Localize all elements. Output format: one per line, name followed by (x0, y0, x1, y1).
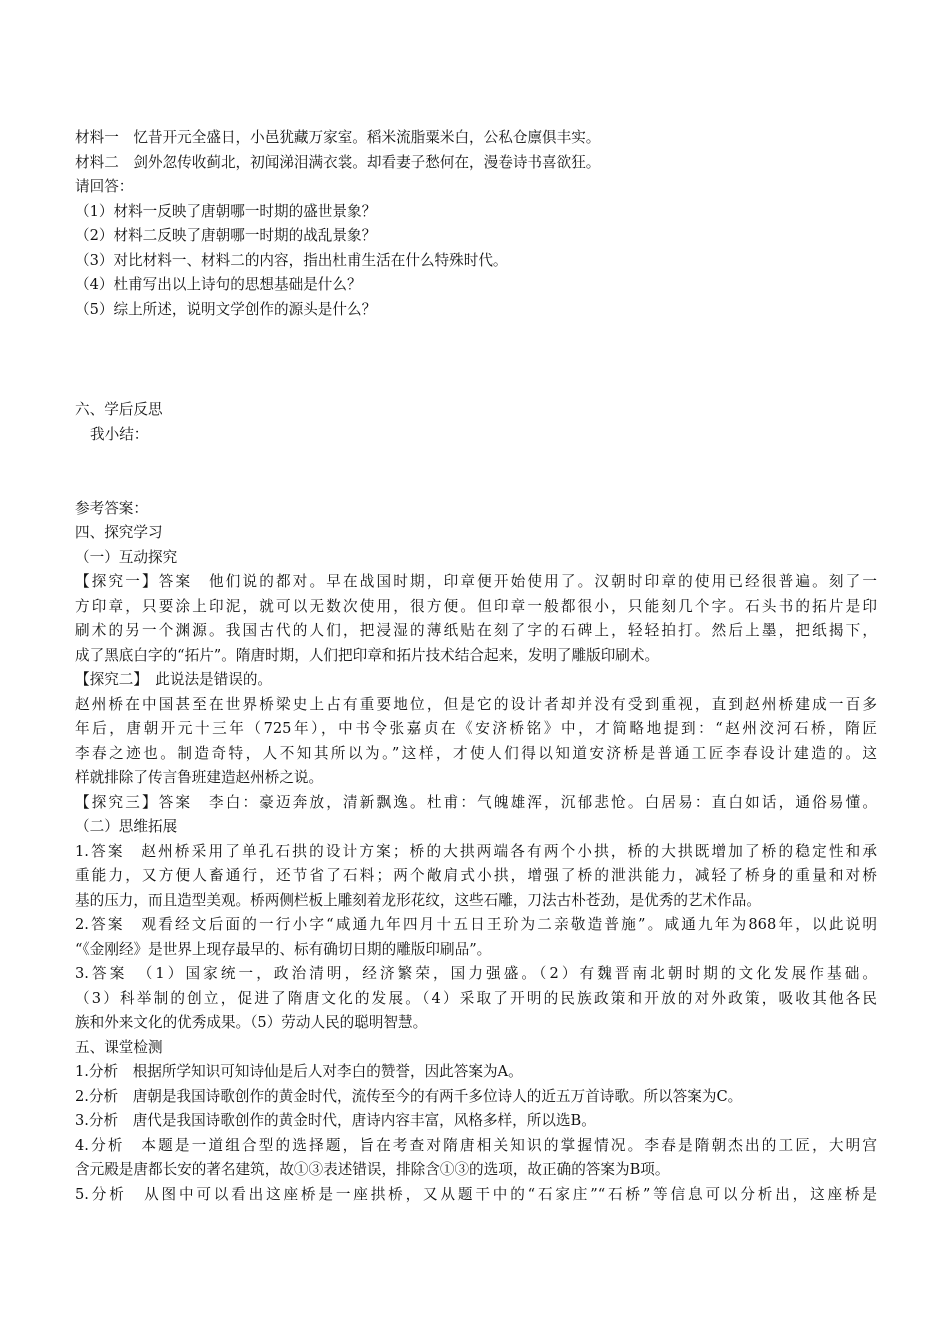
reflection-summary: 我小结： (90, 426, 149, 443)
answer-prompt: 请回答： (75, 178, 134, 195)
think-1-line: 1.答案 赵州桥采用了单孔石拱的设计方案；桥的大拱两端各有两个小拱，桥的大拱既增加了桥的稳定性和承 (75, 843, 877, 860)
check-item-5: 5.分析 从图中可以看出这座桥是一座拱桥，又从题干中的“石家庄”“石桥”等信息可以分析出，这座桥是 (75, 1186, 877, 1203)
check-item-4-line: 含元殿是唐都长安的著名建筑，故①③表述错误，排除含①③的选项，故正确的答案为B项。 (75, 1161, 670, 1178)
explore-2-line: 李春之迹也。制造奇特，人不知其所以为。”这样，才使人们得以知道安济桥是普通工匠李春设计建造的。这 (75, 745, 877, 762)
explore-2-heading: 【探究二】 此说法是错误的。 (75, 671, 273, 688)
explore-3: 【探究三】答案 李白：豪迈奔放，清新飘逸。杜甫：气魄雄浑，沉郁悲怆。白居易：直白如话，通俗易懂。 (75, 794, 877, 811)
think-1-line: 重能力，又方便人畜通行，还节省了石料；两个敞肩式小拱，增强了桥的泄洪能力，减轻了桥身的重量和对桥 (75, 867, 877, 884)
question-5: （5）综上所述，说明文学创作的源头是什么？ (75, 301, 377, 318)
explore-2-line: 年后，唐朝开元十三年（725年），中书令张嘉贞在《安济桥铭》中，才简略地提到：“赵州洨河石桥，隋匠 (75, 720, 877, 737)
think-3-line: 3.答案 （1）国家统一，政治清明，经济繁荣，国力强盛。（2）有魏晋南北朝时期的文化发展作基础。 (75, 965, 877, 982)
explore-1-line: 【探究一】答案 他们说的都对。早在战国时期，印章便开始使用了。汉朝时印章的使用已经很普遍。刻了一 (75, 573, 877, 590)
question-3: （3）对比材料一、材料二的内容，指出杜甫生活在什么特殊时代。 (75, 252, 508, 269)
subsection-thinking: （二）思维拓展 (75, 818, 178, 835)
material-two: 材料二 剑外忽传收蓟北，初闻涕泪满衣裳。却看妻子愁何在，漫卷诗书喜欲狂。 (75, 154, 601, 171)
subsection-interactive: （一）互动探究 (75, 549, 178, 566)
explore-1-line: 方印章，只要涂上印泥，就可以无数次使用，很方便。但印章一般都很小，只能刻几个字。石头书的拓片是印 (75, 598, 877, 615)
check-item-1: 1.分析 根据所学知识可知诗仙是后人对李白的赞誉，因此答案为A。 (75, 1063, 523, 1080)
section-4-heading: 四、探究学习 (75, 524, 163, 541)
answers-title: 参考答案： (75, 500, 148, 517)
explore-2-line: 赵州桥在中国甚至在世界桥梁史上占有重要地位，但是它的设计者却并没有受到重视，直到赵州桥建成一百多 (75, 696, 877, 713)
check-item-3: 3.分析 唐代是我国诗歌创作的黄金时代，唐诗内容丰富，风格多样，所以选B。 (75, 1112, 596, 1129)
question-1: （1）材料一反映了唐朝哪一时期的盛世景象？ (75, 203, 377, 220)
reflection-heading: 六、学后反思 (75, 401, 163, 418)
explore-1-line: 成了黑底白字的“拓片”。隋唐时期，人们把印章和拓片技术结合起来，发明了雕版印刷术。 (75, 647, 660, 664)
think-3-line: （3）科举制的创立，促进了隋唐文化的发展。（4）采取了开明的民族政策和开放的对外政策，吸收其他各民 (75, 990, 877, 1007)
think-3-line: 族和外来文化的优秀成果。（5）劳动人民的聪明智慧。 (75, 1014, 428, 1031)
check-item-4-line: 4.分析 本题是一道组合型的选择题，旨在考查对隋唐相关知识的掌握情况。李春是隋朝杰出的工匠，大明宫 (75, 1137, 877, 1154)
explore-1-line: 刷术的另一个渊源。我国古代的人们，把浸湿的薄纸贴在刻了字的石碑上，轻轻拍打。然后上墨，把纸揭下， (75, 622, 877, 639)
check-item-2: 2.分析 唐朝是我国诗歌创作的黄金时代，流传至今的有两千多位诗人的近五万首诗歌。所以答案为C。 (75, 1088, 743, 1105)
question-2: （2）材料二反映了唐朝哪一时期的战乱景象？ (75, 227, 377, 244)
question-4: （4）杜甫写出以上诗句的思想基础是什么？ (75, 276, 362, 293)
material-one: 材料一 忆昔开元全盛日，小邑犹藏万家室。稻米流脂粟米白，公私仓廪俱丰实。 (75, 129, 601, 146)
think-1-line: 基的压力，而且造型美观。桥两侧栏板上雕刻着龙形花纹，这些石雕，刀法古朴苍劲，是优秀的艺术作品。 (75, 892, 761, 909)
think-2-line: 2.答案 观看经文后面的一行小字“咸通九年四月十五日王玠为二亲敬造普施”。咸通九年为868年，以此说明 (75, 916, 877, 933)
section-5-heading: 五、课堂检测 (75, 1039, 163, 1056)
think-2-line: “《金刚经》是世界上现存最早的、标有确切日期的雕版印刷品”。 (75, 941, 492, 958)
explore-2-line: 样就排除了传言鲁班建造赵州桥之说。 (75, 769, 324, 786)
